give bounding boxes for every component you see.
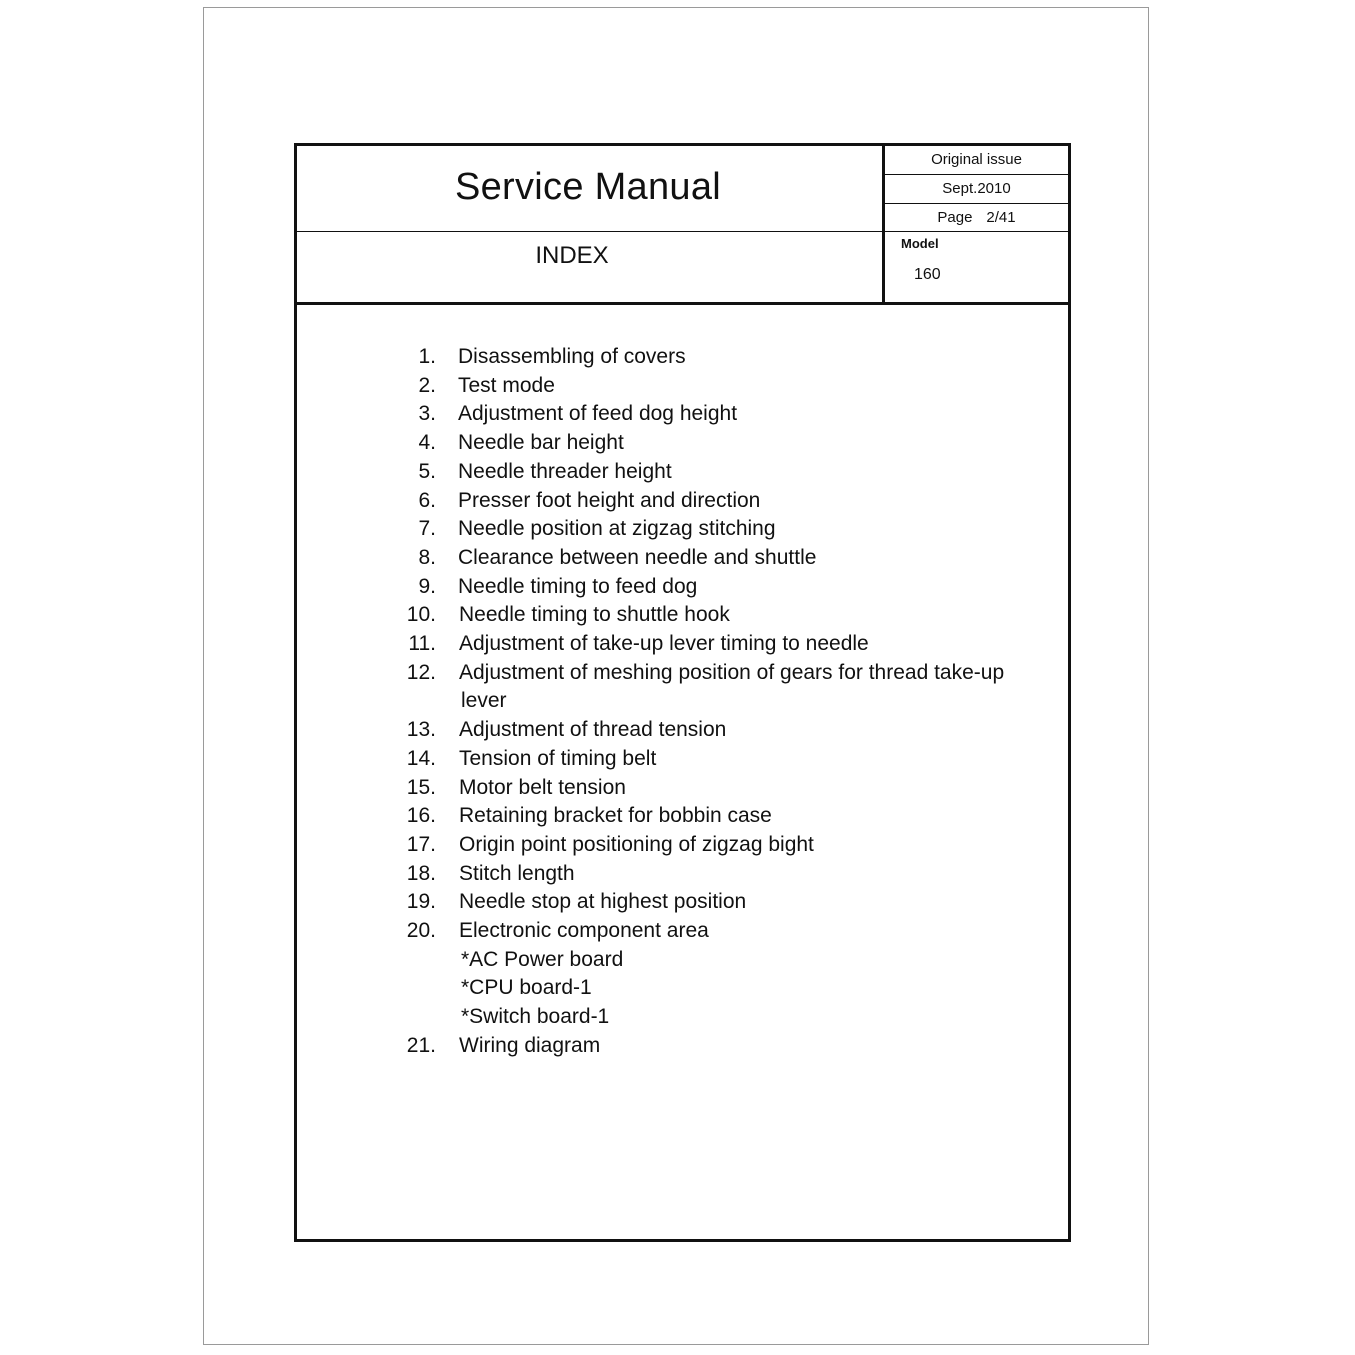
toc-item-title: Needle threader height [458,459,672,483]
title-cell [297,146,885,232]
header-divider [297,302,1068,305]
page-cell [885,204,1068,232]
toc-item-title: Adjustment of feed dog height [458,402,738,426]
toc-item-number: 9. [418,574,436,598]
manual-frame [294,143,1071,1242]
toc-item-title: Needle bar height [458,431,624,455]
toc-item-title: Retaining bracket for bobbin case [459,804,772,828]
toc-item-number: 14. [406,746,436,770]
toc-item-title: Presser foot height and direction [458,488,761,512]
toc-item-title: Wiring diagram [459,1033,601,1057]
toc-item-title: Needle position at zigzag stitching [458,517,776,541]
page-label: Page [937,209,973,226]
toc-item-title: Stitch length [459,861,575,885]
toc-item-number: 7. [418,517,436,541]
toc-item-title: Disassembling of covers [458,345,686,368]
toc-item-title: Tension of timing belt [459,746,657,770]
toc-sub-item: *Switch board-1 [461,1005,610,1029]
page-title: Service Manual [454,166,722,208]
toc-item-number: 4. [418,431,436,455]
issue-label-cell: Original issue [885,146,1068,175]
toc-item-title: Adjustment of meshing position of gears for thread take-up [459,660,1005,684]
toc-item-number: 16. [406,804,436,828]
model-value: 160 [914,266,941,283]
toc-item-title: Electronic component area [459,919,709,942]
toc-item-continuation: lever [461,689,507,713]
toc-item-number: 3. [418,402,436,426]
model-label: Model [901,236,939,251]
toc-item-title: Needle stop at highest position [459,890,747,914]
toc-item-title: Adjustment of take-up lever timing to needle [459,632,869,655]
page-number: 2/41 [986,209,1016,226]
toc-item-title: Needle timing to shuttle hook [459,603,730,627]
toc-item-number: 8. [418,545,436,569]
toc-item-number: 17. [406,832,436,856]
toc-item-number: 15. [406,775,436,799]
toc-sub-item: *CPU board-1 [461,976,592,1000]
toc-item-number: 2. [418,373,436,397]
toc-item-title: Adjustment of thread tension [459,718,727,742]
toc-item-title: Clearance between needle and shuttle [458,545,817,569]
section-title: INDEX [535,242,609,269]
section-cell [297,232,885,302]
toc-item-number: 5. [418,459,436,483]
toc-item-number: 20. [406,919,436,942]
toc-item-title: Test mode [458,373,555,397]
toc-item-number: 6. [418,488,436,512]
toc-item-number: 1. [418,345,436,368]
issue-date-cell: Sept.2010 [885,175,1068,204]
toc-item-number: 21. [406,1033,436,1057]
toc-item-number: 18. [406,861,436,885]
toc-item-title: Needle timing to feed dog [458,574,698,598]
toc-item-title: Origin point positioning of zigzag bight [459,832,814,856]
toc-item-number: 13. [406,718,436,742]
toc-item-number: 10. [406,603,436,627]
toc-sub-item: *AC Power board [461,947,624,971]
toc-item-title: Motor belt tension [459,775,626,799]
toc-item-number: 12. [406,660,436,684]
toc-item-number: 11. [408,632,436,655]
toc-item-number: 19. [406,890,436,914]
